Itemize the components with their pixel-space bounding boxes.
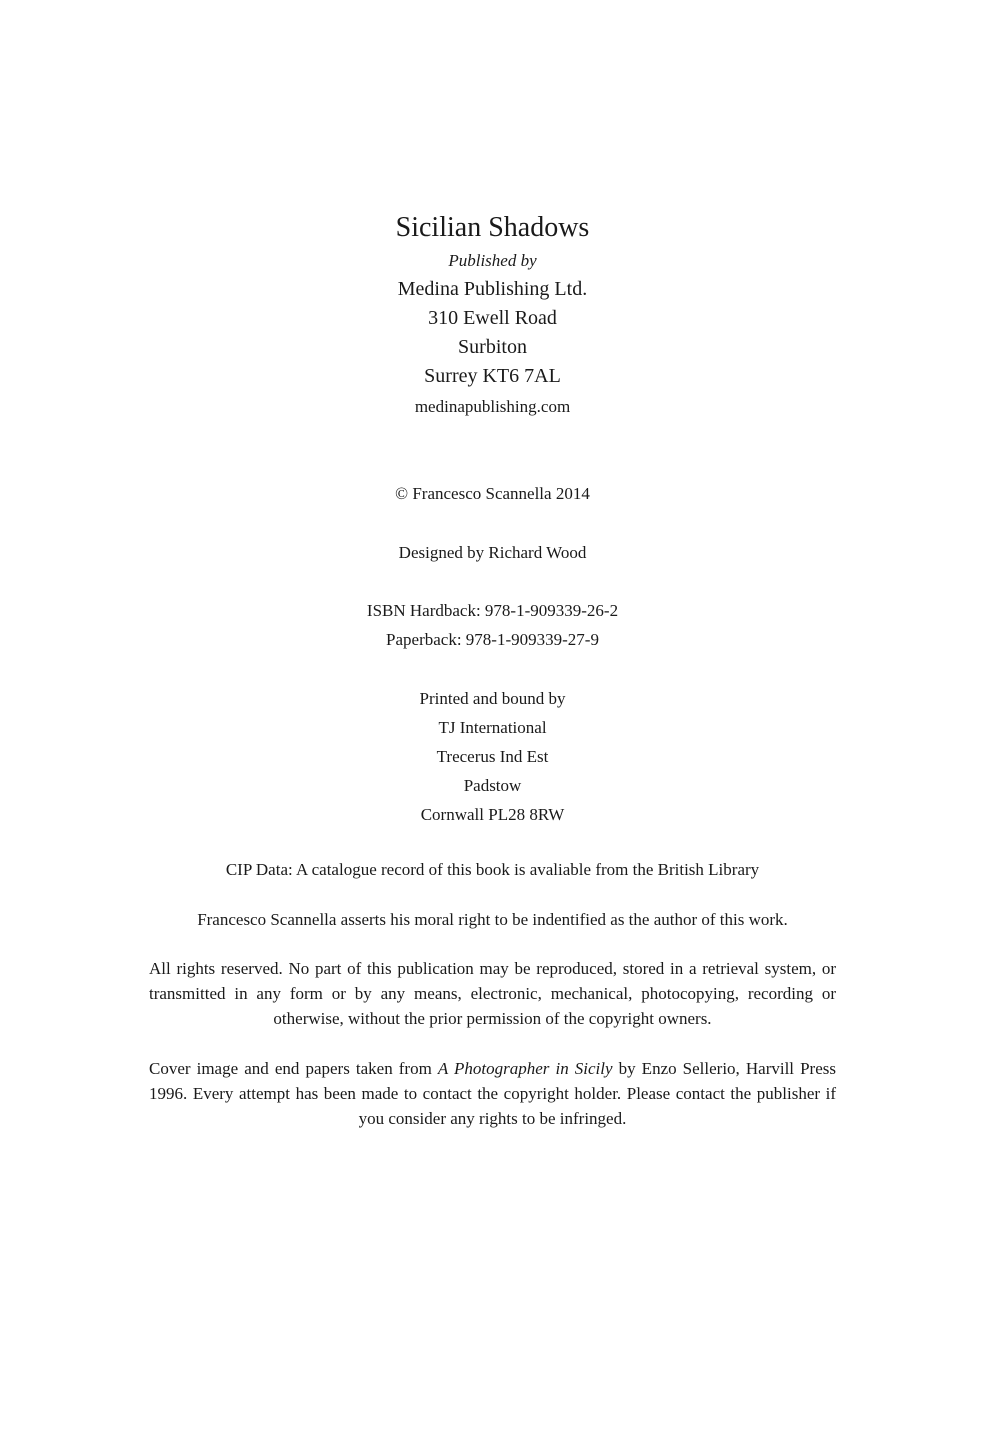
printer-county-postcode: Cornwall PL28 8RW [420, 805, 565, 824]
copyright-notice: © Francesco Scannella 2014 [395, 484, 590, 503]
cover-credit-after: by Enzo Sellerio, Harvill Press 1996. Every attempt has been made to contact the copyright holder. Please contact the publisher if you consider any rights to be infringed. [149, 1059, 836, 1128]
publisher-website: medinapublishing.com [414, 397, 571, 416]
cover-credit-book-title: A Photographer in Sicily [437, 1059, 613, 1078]
cover-credit-before: Cover image and end papers taken from [149, 1059, 438, 1078]
publisher-town: Surbiton [458, 336, 527, 358]
publisher-street: 310 Ewell Road [428, 307, 557, 329]
published-by-label: Published by [448, 251, 537, 270]
publisher-name: Medina Publishing Ltd. [397, 278, 588, 300]
printer-name: TJ International [438, 718, 547, 737]
cover-credit-paragraph [149, 1056, 836, 1131]
publisher-county-postcode: Surrey KT6 7AL [424, 365, 561, 387]
book-title: Sicilian Shadows [395, 212, 590, 243]
isbn-hardback: ISBN Hardback: 978-1-909339-26-2 [366, 601, 619, 620]
printer-estate: Trecerus Ind Est [436, 747, 549, 766]
moral-right-statement: Francesco Scannella asserts his moral right to be indentified as the author of this work. [197, 910, 788, 929]
cip-data: CIP Data: A catalogue record of this book is avaliable from the British Library [225, 860, 760, 879]
isbn-paperback: Paperback: 978-1-909339-27-9 [386, 630, 599, 649]
designer-credit: Designed by Richard Wood [398, 543, 587, 562]
rights-reserved-paragraph: All rights reserved. No part of this publication may be reproduced, stored in a retrieval system, or transmitted in any form or by any means, electronic, mechanical, photocopying, recording or otherwise, without the prior permission of the copyright owners. [149, 959, 836, 1028]
printer-intro: Printed and bound by [419, 689, 566, 708]
printer-town: Padstow [463, 776, 522, 795]
